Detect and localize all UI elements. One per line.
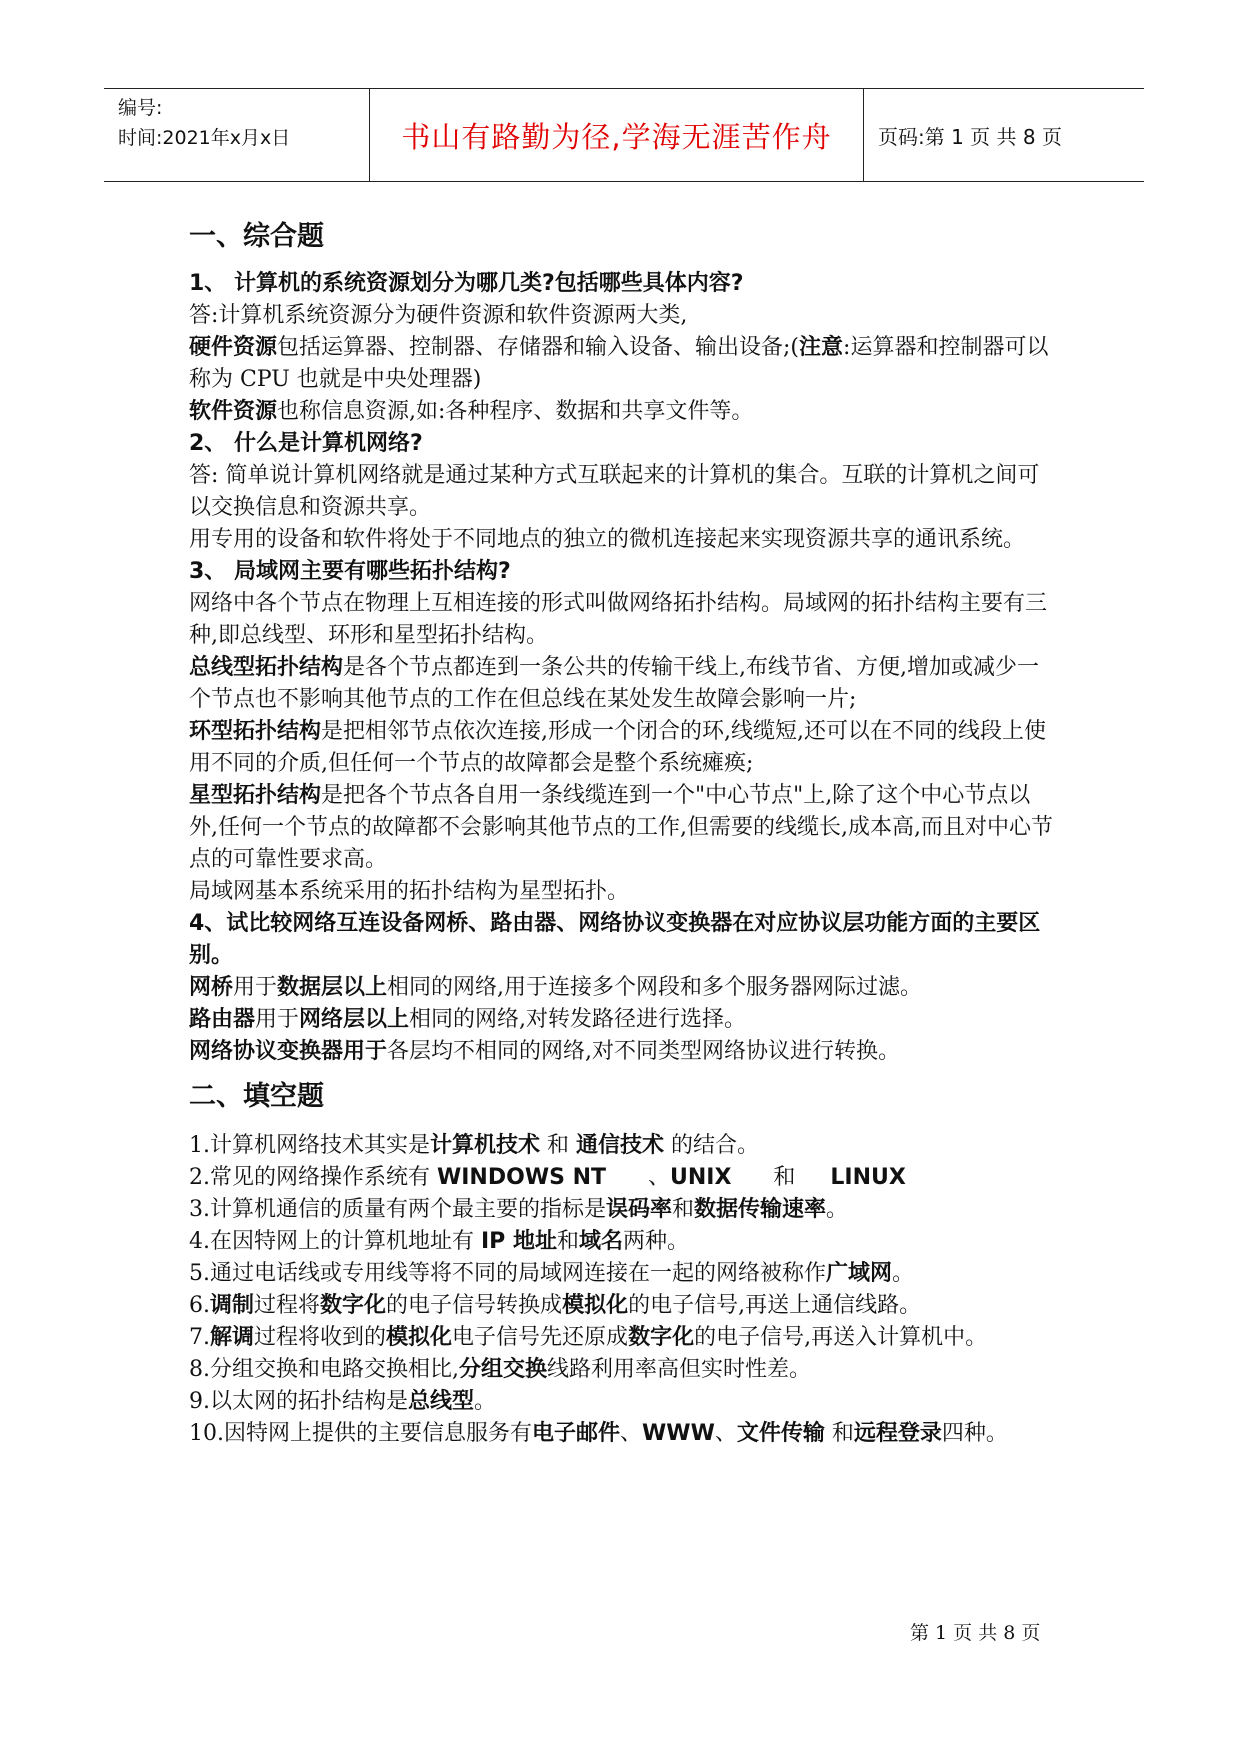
answer-3-ring bbox=[189, 716, 1059, 780]
fill-7-text-2: 过程将收到的 bbox=[254, 1325, 387, 1350]
bridge-text-1: 用于 bbox=[233, 975, 278, 1000]
document-body bbox=[189, 218, 1059, 1450]
fill-1-text-1: 1.计算机网络技术其实是 bbox=[189, 1133, 430, 1158]
fill-8-text-2: 线路利用率高但实时性差。 bbox=[547, 1357, 812, 1382]
fill-8-answer-1: 分组交换 bbox=[458, 1357, 547, 1382]
answer-1-hardware bbox=[189, 332, 1059, 396]
star-text: 是把各个节点各自用一条线缆连到一个"中心节点"上,除了这个中心节点以外,任何一个节点的故障都不会影响其他节点的工作,但需要的线缆长,成本高,而且对中心节点的可靠性要求高。 bbox=[189, 783, 1053, 872]
fill-10-answer-3: 文件传输 bbox=[736, 1421, 825, 1446]
fill-9-answer-1: 总线型 bbox=[408, 1389, 475, 1414]
fill-1-text-3: 的结合。 bbox=[664, 1133, 760, 1158]
term-software: 软件资源 bbox=[189, 399, 278, 424]
ring-text: 是把相邻节点依次连接,形成一个闭合的环,线缆短,还可以在不同的线段上使用不同的介质,但任何一个节点的故障都会是整个系统瘫痪; bbox=[189, 719, 1046, 776]
fill-7-text-4: 的电子信号,再送入计算机中。 bbox=[694, 1325, 988, 1350]
fill-3-text-3: 。 bbox=[826, 1197, 849, 1222]
fill-7-answer-3: 数字化 bbox=[628, 1325, 695, 1350]
answer-3-star bbox=[189, 780, 1059, 876]
fill-9-text-2: 。 bbox=[474, 1389, 497, 1414]
question-4: 4、试比较网络互连设备网桥、路由器、网络协议变换器在对应协议层功能方面的主要区别。 bbox=[189, 911, 1041, 968]
question-2: 2、 什么是计算机网络? bbox=[189, 431, 423, 456]
fill-7-answer-1: 解调 bbox=[210, 1325, 255, 1350]
fill-1-answer-1: 计算机技术 bbox=[430, 1133, 541, 1158]
fill-1-answer-2: 通信技术 bbox=[576, 1133, 665, 1158]
answer-1-intro: 答:计算机系统资源分为硬件资源和软件资源两大类, bbox=[189, 303, 688, 328]
term-router: 路由器 bbox=[189, 1007, 256, 1032]
question-1: 1、 计算机的系统资源划分为哪几类?包括哪些具体内容? bbox=[189, 271, 744, 296]
fill-4-answer-1: IP 地址 bbox=[480, 1229, 557, 1254]
answer-1-software bbox=[189, 396, 1059, 428]
term-data-layer: 数据层以上 bbox=[277, 975, 388, 1000]
fill-1-text-2: 和 bbox=[540, 1133, 577, 1158]
fill-4-answer-2: 域名 bbox=[578, 1229, 623, 1254]
fill-6-text-4: 的电子信号,再送上通信线路。 bbox=[628, 1293, 922, 1318]
fill-2-text-3: 和 bbox=[731, 1165, 831, 1190]
fill-4-text-1: 4.在因特网上的计算机地址有 bbox=[189, 1229, 481, 1254]
fill-6 bbox=[189, 1290, 1059, 1322]
answer-3-intro: 网络中各个节点在物理上互相连接的形式叫做网络拓扑结构。局域网的拓扑结构主要有三种,即总线型、环形和星型拓扑结构。 bbox=[189, 591, 1048, 648]
fill-6-text-2: 过程将 bbox=[254, 1293, 321, 1318]
fill-5-text-1: 5.通过电话线或专用线等将不同的局域网连接在一起的网络被称作 bbox=[189, 1261, 826, 1286]
term-protocol-converter: 网络协议变换器用于 bbox=[189, 1039, 388, 1064]
fill-3-answer-2: 数据传输速率 bbox=[694, 1197, 827, 1222]
fill-6-answer-2: 数字化 bbox=[320, 1293, 387, 1318]
fill-10-text-1: 10.因特网上提供的主要信息服务有 bbox=[189, 1421, 532, 1446]
fill-10 bbox=[189, 1418, 1059, 1450]
fill-2-text-1: 2.常见的网络操作系统有 bbox=[189, 1165, 437, 1190]
question-3: 3、 局域网主要有哪些拓扑结构? bbox=[189, 559, 511, 584]
fill-10-text-2: 、 bbox=[620, 1421, 643, 1446]
answer-4-bridge bbox=[189, 972, 1059, 1004]
fill-6-text-1: 6. bbox=[189, 1293, 210, 1318]
fill-7 bbox=[189, 1322, 1059, 1354]
fill-2-answer-2: UNIX bbox=[669, 1165, 732, 1190]
section-title-fill-blank: 二、填空题 bbox=[189, 1081, 324, 1112]
fill-2-answer-3: LINUX bbox=[830, 1165, 906, 1190]
fill-6-text-3: 的电子信号转换成 bbox=[386, 1293, 563, 1318]
fill-1 bbox=[189, 1130, 1059, 1162]
term-star: 星型拓扑结构 bbox=[189, 783, 322, 808]
page-header bbox=[104, 88, 1144, 182]
fill-10-answer-4: 远程登录 bbox=[853, 1421, 942, 1446]
fill-5-answer-1: 广域网 bbox=[826, 1261, 893, 1286]
fill-7-text-1: 7. bbox=[189, 1325, 210, 1350]
fill-3 bbox=[189, 1194, 1059, 1226]
fill-5-text-2: 。 bbox=[892, 1261, 915, 1286]
fill-3-answer-1: 误码率 bbox=[606, 1197, 673, 1222]
term-ring: 环型拓扑结构 bbox=[189, 719, 322, 744]
answer-2-part2: 用专用的设备和软件将处于不同地点的独立的微机连接起来实现资源共享的通讯系统。 bbox=[189, 527, 1026, 552]
router-text-1: 用于 bbox=[255, 1007, 300, 1032]
answer-4-protocol bbox=[189, 1036, 1059, 1068]
fill-8-text-1: 8.分组交换和电路交换相比, bbox=[189, 1357, 459, 1382]
answer-2-part1: 答: 简单说计算机网络就是通过某种方式互联起来的计算机的集合。互联的计算机之间可以交换信息和资源共享。 bbox=[189, 463, 1040, 520]
fill-10-answer-1: 电子邮件 bbox=[532, 1421, 621, 1446]
header-time-label: 时间:2021年x月x日 bbox=[118, 127, 291, 149]
fill-5 bbox=[189, 1258, 1059, 1290]
fill-9 bbox=[189, 1386, 1059, 1418]
fill-3-text-2: 和 bbox=[672, 1197, 695, 1222]
fill-4-text-3: 两种。 bbox=[623, 1229, 690, 1254]
answer-3-end: 局域网基本系统采用的拓扑结构为星型拓扑。 bbox=[189, 879, 630, 904]
bus-text: 是各个节点都连到一条公共的传输干线上,布线节省、方便,增加或减少一个节点也不影响其他节点的工作在但总线在某处发生故障会影响一片; bbox=[189, 655, 1040, 712]
page-footer: 第 1 页 共 8 页 bbox=[910, 1622, 1041, 1644]
fill-4 bbox=[189, 1226, 1059, 1258]
note-text: :运算器和控制器可以称为 CPU 也就是中央处理器) bbox=[189, 335, 1049, 392]
fill-10-text-5: 四种。 bbox=[941, 1421, 1008, 1446]
term-bridge: 网桥 bbox=[189, 975, 234, 1000]
fill-2-answer-1: WINDOWS NT bbox=[436, 1165, 607, 1190]
fill-10-answer-2: WWW bbox=[642, 1421, 715, 1446]
term-note: 注意 bbox=[799, 335, 844, 360]
fill-2 bbox=[189, 1162, 1059, 1194]
fill-6-answer-1: 调制 bbox=[210, 1293, 255, 1318]
header-number-label: 编号: bbox=[118, 97, 163, 119]
fill-9-text-1: 9.以太网的拓扑结构是 bbox=[189, 1389, 408, 1414]
fill-8 bbox=[189, 1354, 1059, 1386]
fill-7-answer-2: 模拟化 bbox=[386, 1325, 453, 1350]
answer-3-bus bbox=[189, 652, 1059, 716]
section-title-comprehensive: 一、综合题 bbox=[189, 221, 324, 252]
bridge-text-2: 相同的网络,用于连接多个网段和多个服务器网际过滤。 bbox=[387, 975, 923, 1000]
fill-3-text-1: 3.计算机通信的质量有两个最主要的指标是 bbox=[189, 1197, 606, 1222]
protocol-text: 各层均不相同的网络,对不同类型网络协议进行转换。 bbox=[387, 1039, 901, 1064]
software-text: 也称信息资源,如:各种程序、数据和共享文件等。 bbox=[277, 399, 754, 424]
fill-7-text-3: 电子信号先还原成 bbox=[452, 1325, 629, 1350]
router-text-2: 相同的网络,对转发路径进行选择。 bbox=[409, 1007, 747, 1032]
header-motto: 书山有路勤为径,学海无涯苦作舟 bbox=[370, 89, 864, 181]
term-bus: 总线型拓扑结构 bbox=[189, 655, 344, 680]
header-page-label: 页码:第 1 页 共 8 页 bbox=[878, 124, 1062, 149]
hardware-text: 包括运算器、控制器、存储器和输入设备、输出设备;( bbox=[277, 335, 800, 360]
header-meta bbox=[104, 89, 370, 181]
term-network-layer: 网络层以上 bbox=[299, 1007, 410, 1032]
fill-2-text-2: 、 bbox=[606, 1165, 670, 1190]
term-hardware: 硬件资源 bbox=[189, 335, 278, 360]
fill-6-answer-3: 模拟化 bbox=[562, 1293, 629, 1318]
answer-4-router bbox=[189, 1004, 1059, 1036]
fill-4-text-2: 和 bbox=[556, 1229, 579, 1254]
fill-10-text-4: 和 bbox=[824, 1421, 854, 1446]
fill-10-text-3: 、 bbox=[714, 1421, 737, 1446]
